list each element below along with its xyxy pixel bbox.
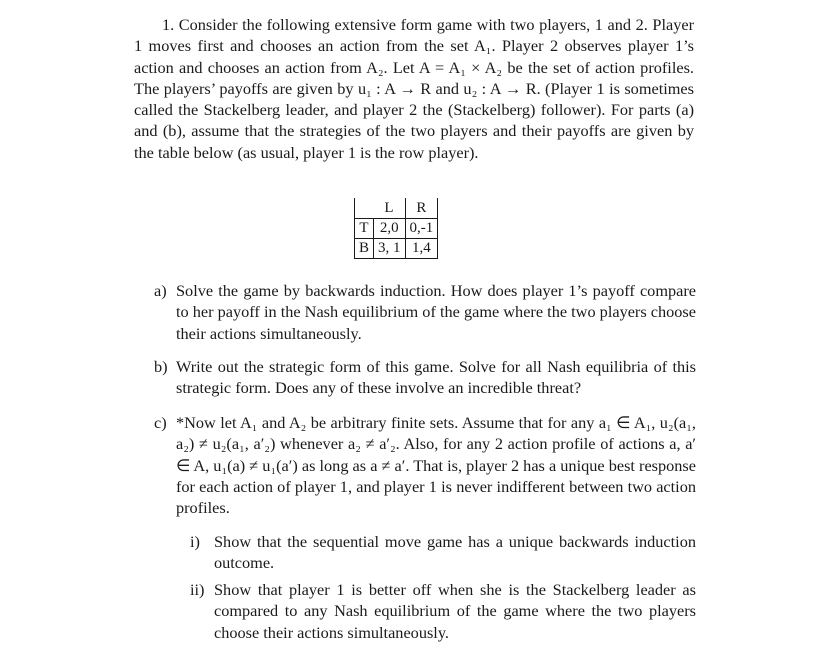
subpart-ii-text: Show that player 1 is better off when she is the Stackelberg leader as compared to any Nash equilibrium of the game where the two players choose their actions simultaneously. [214,580,696,642]
part-b-label: b) [154,357,168,376]
part-a-label: a) [154,281,167,300]
column-header-L: L [374,198,406,219]
subpart-i-label: i) [190,532,200,551]
subpart-ii [190,579,696,643]
column-header-R: R [405,198,438,219]
part-c-label: c) [154,413,167,432]
payoff-table-row [355,239,438,259]
payoff-table [354,198,438,259]
subpart-ii-label: ii) [190,580,205,599]
part-c [154,412,696,518]
payoff-table-row [355,219,438,239]
part-c-text: *Now let A₁ and A₂ be arbitrary finite sets. Assume that for any a₁ ∈ A₁, u₂(a₁, a₂) ≠ u₂(a₁, a′₂) whenever a₂ ≠ a′₂. Also, for any 2 action profile of actions a, a′ ∈ A, u₁(a) ≠ u₁(a′) as long as a ≠ a′. That is, player 2 has a unique best response for each action of player 1, and player 1 is never indifferent between two action profiles. [176,413,696,518]
part-a-text: Solve the game by backwards induction. How does player 1’s payoff compare to her payoff in the Nash equilibrium of the game where the two players choose their actions simultaneously. [176,281,696,343]
payoff-table-header [355,198,438,219]
part-b [154,356,696,399]
part-a [154,280,696,344]
payoff-cell-B-L: 3, 1 [374,239,406,259]
payoff-cell-B-R: 1,4 [405,239,438,259]
part-b-text: Write out the strategic form of this game. Solve for all Nash equilibria of this strategic form. Does any of these involve an incredible threat? [176,357,696,398]
subpart-i [190,531,696,574]
payoff-table-corner [355,198,374,219]
subpart-i-text: Show that the sequential move game has a unique backwards induction outcome. [214,532,696,573]
payoff-cell-T-L: 2,0 [374,219,406,239]
problem-statement: 1. Consider the following extensive form game with two players, 1 and 2. Player 1 moves first and chooses an action from the set A₁. Player 2 observes player 1’s action and chooses an action from A₂. Let A = A₁ × A₂ be the set of action profiles. The players’ payoffs are given by u₁ : A → R and u₂ : A → R. (Player 1 is sometimes called the Stackelberg leader, and player 2 the (Stackelberg) follower). For parts (a) and (b), assume that the strategies of the two players and their payoffs are given by the table below (as usual, player 1 is the row player). [134,15,694,162]
payoff-cell-T-R: 0,-1 [405,219,438,239]
row-label-B: B [355,239,374,259]
row-label-T: T [355,219,374,239]
